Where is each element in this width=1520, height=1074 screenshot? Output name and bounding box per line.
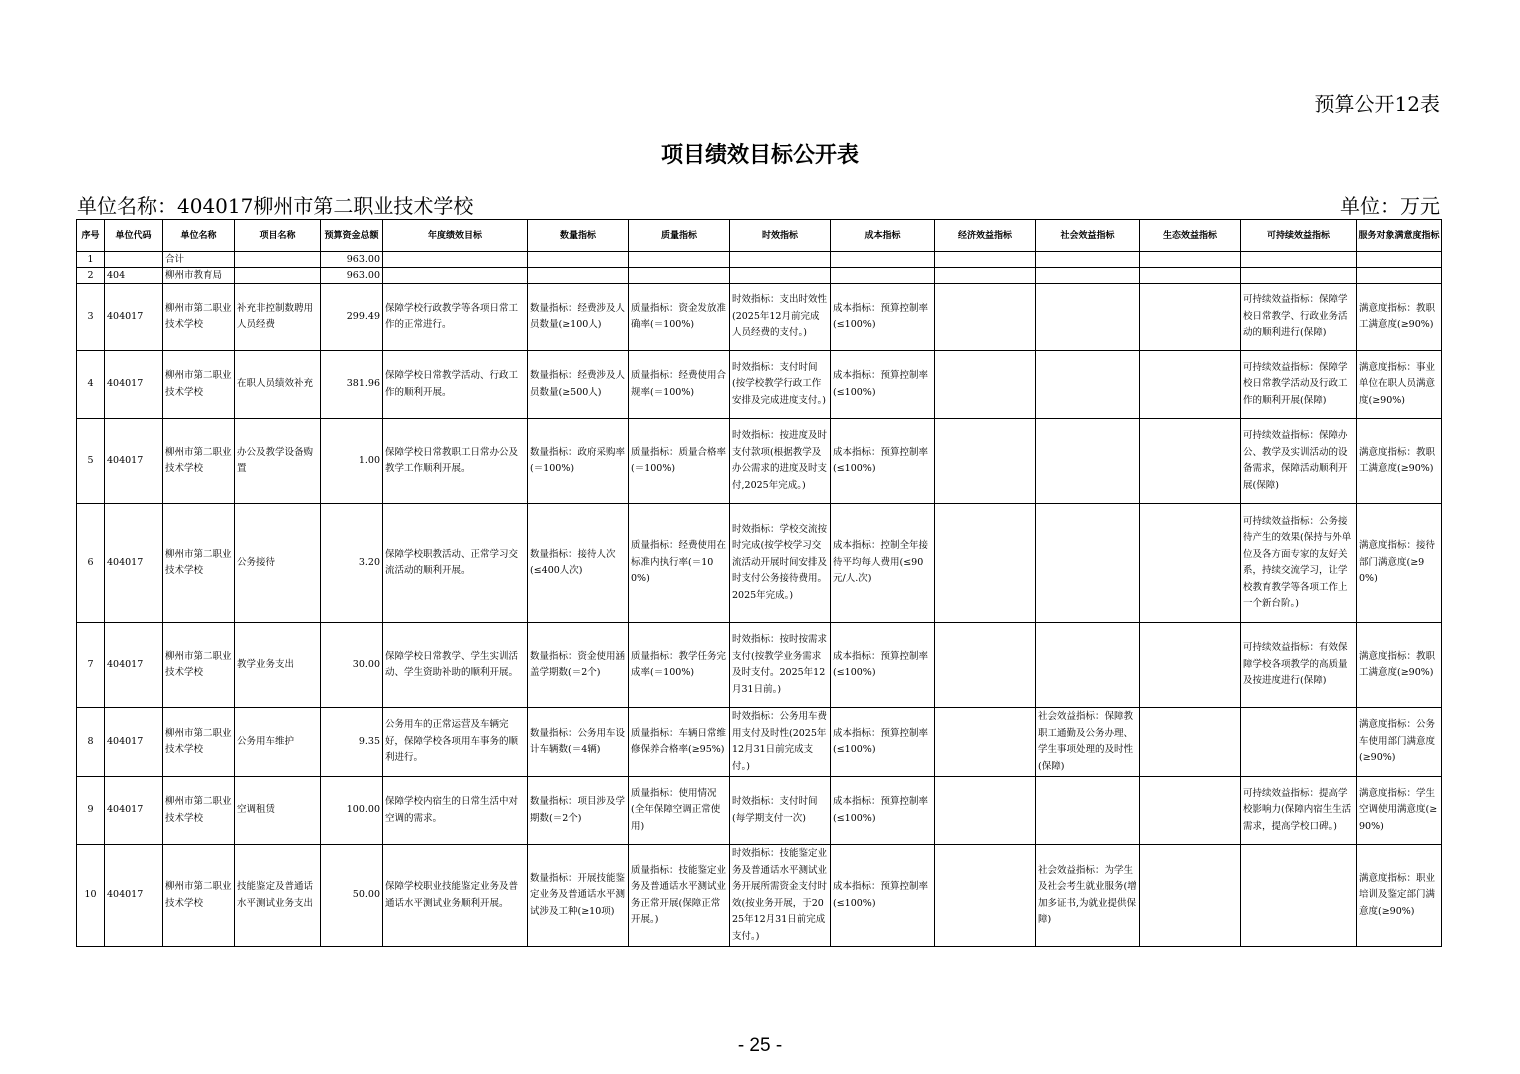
table-row (77, 252, 1442, 268)
column-header: 序号 (77, 220, 105, 252)
cell-quantity: 数量指标：接待人次(≤400人次) (528, 504, 629, 623)
cell-time (730, 268, 831, 284)
cell-sustainable: 可持续效益指标：保障办公、教学及实训活动的设备需求，保障活动顺利开展(保障) (1241, 419, 1357, 504)
table-row (77, 284, 1442, 351)
cell-satisfaction: 满意度指标：教职工满意度(≥90%) (1357, 623, 1442, 708)
cell-social: 社会效益指标：为学生及社会考生就业服务(增加多证书,为就业提供保障) (1036, 845, 1140, 947)
cell-sustainable: 可持续效益指标：提高学校影响力(保障内宿生生活需求，提高学校口碑。) (1241, 777, 1357, 845)
cell-sustainable: 可持续效益指标：保障学校日常教学、行政业务活动的顺利进行(保障) (1241, 284, 1357, 351)
cell-no: 8 (77, 708, 105, 777)
cell-goal (383, 268, 528, 284)
cell-no: 6 (77, 504, 105, 623)
cell-quality: 质量指标：经费使用合规率(＝100%) (629, 351, 730, 419)
cell-project: 技能鉴定及普通话水平测试业务支出 (235, 845, 321, 947)
cell-quality: 质量指标：经费使用在标准内执行率(＝100%) (629, 504, 730, 623)
cell-social (1036, 419, 1140, 504)
cell-cost (831, 252, 935, 268)
cell-unit: 柳州市第二职业技术学校 (163, 777, 235, 845)
column-header: 数量指标 (528, 220, 629, 252)
cell-cost: 成本指标：预算控制率(≤100%) (831, 623, 935, 708)
cell-social (1036, 284, 1140, 351)
cell-quality: 质量指标：车辆日常维修保养合格率(≥95%) (629, 708, 730, 777)
cell-sustainable: 可持续效益指标：公务接待产生的效果(保持与外单位及各方面专家的友好关系，持续交流学习，让学校教育教学等各项工作上一个新台阶。) (1241, 504, 1357, 623)
cell-no: 4 (77, 351, 105, 419)
cell-unit: 柳州市第二职业技术学校 (163, 845, 235, 947)
cell-quantity: 数量指标：资金使用涵盖学期数(＝2个) (528, 623, 629, 708)
unit-name: 单位名称：404017柳州市第二职业技术学校 (77, 194, 474, 218)
cell-satisfaction: 满意度指标：学生空调使用满意度(≥90%) (1357, 777, 1442, 845)
cell-sustainable: 可持续效益指标：有效保障学校各项教学的高质量及按进度进行(保障) (1241, 623, 1357, 708)
column-header: 预算资金总额 (321, 220, 383, 252)
cell-goal (383, 252, 528, 268)
cell-satisfaction: 满意度指标：职业培训及鉴定部门满意度(≥90%) (1357, 845, 1442, 947)
cell-time (730, 252, 831, 268)
cell-goal: 保障学校日常教职工日常办公及教学工作顺利开展。 (383, 419, 528, 504)
cell-ecological (1140, 252, 1241, 268)
column-header: 成本指标 (831, 220, 935, 252)
cell-satisfaction: 满意度指标：公务车使用部门满意度(≥90%) (1357, 708, 1442, 777)
table-row (77, 623, 1442, 708)
cell-goal: 公务用车的正常运营及车辆完好，保障学校各项用车事务的顺利进行。 (383, 708, 528, 777)
cell-quantity: 数量指标：政府采购率(＝100%) (528, 419, 629, 504)
cell-goal: 保障学校职教活动、正常学习交流活动的顺利开展。 (383, 504, 528, 623)
column-header: 年度绩效目标 (383, 220, 528, 252)
cell-economic (935, 504, 1036, 623)
cell-quality: 质量指标：技能鉴定业务及普通话水平测试业务正常开展(保障正常开展。) (629, 845, 730, 947)
cell-code (105, 252, 163, 268)
cell-project (235, 268, 321, 284)
column-header: 服务对象满意度指标 (1357, 220, 1442, 252)
cell-social (1036, 623, 1140, 708)
table-row (77, 419, 1442, 504)
cell-satisfaction: 满意度指标：教职工满意度(≥90%) (1357, 419, 1442, 504)
cell-no: 3 (77, 284, 105, 351)
cell-economic (935, 351, 1036, 419)
cell-economic (935, 623, 1036, 708)
cell-economic (935, 845, 1036, 947)
cell-project (235, 252, 321, 268)
cell-code: 404017 (105, 623, 163, 708)
cell-quality: 质量指标：资金发放准确率(＝100%) (629, 284, 730, 351)
cell-quantity: 数量指标：开展技能鉴定业务及普通话水平测试涉及工种(≥10项) (528, 845, 629, 947)
cell-goal: 保障学校内宿生的日常生活中对空调的需求。 (383, 777, 528, 845)
cell-social (1036, 777, 1140, 845)
column-header: 时效指标 (730, 220, 831, 252)
cell-quality (629, 252, 730, 268)
cell-unit: 柳州市第二职业技术学校 (163, 623, 235, 708)
cell-quantity: 数量指标：项目涉及学期数(＝2个) (528, 777, 629, 845)
cell-satisfaction (1357, 268, 1442, 284)
cell-goal: 保障学校职业技能鉴定业务及普通话水平测试业务顺利开展。 (383, 845, 528, 947)
cell-project: 公务接待 (235, 504, 321, 623)
cell-amount: 50.00 (321, 845, 383, 947)
cell-code: 404017 (105, 504, 163, 623)
cell-ecological (1140, 284, 1241, 351)
cell-cost: 成本指标：预算控制率(≤100%) (831, 419, 935, 504)
cell-unit: 柳州市第二职业技术学校 (163, 284, 235, 351)
cell-time: 时效指标：支付时间(按学校教学行政工作安排及完成进度支付。) (730, 351, 831, 419)
cell-ecological (1140, 708, 1241, 777)
cell-satisfaction: 满意度指标：事业单位在职人员满意度(≥90%) (1357, 351, 1442, 419)
cell-satisfaction: 满意度指标：教职工满意度(≥90%) (1357, 284, 1442, 351)
cell-quantity: 数量指标：经费涉及人员数量(≥100人) (528, 284, 629, 351)
cell-project: 空调租赁 (235, 777, 321, 845)
currency-unit: 单位：万元 (1340, 194, 1440, 218)
cell-amount: 1.00 (321, 419, 383, 504)
cell-social (1036, 268, 1140, 284)
page-number: - 25 - (737, 1035, 783, 1056)
cell-goal: 保障学校日常教学、学生实训活动、学生资助补助的顺利开展。 (383, 623, 528, 708)
cell-ecological (1140, 623, 1241, 708)
table-row (77, 268, 1442, 284)
cell-quality: 质量指标：使用情况(全年保障空调正常使用) (629, 777, 730, 845)
cell-ecological (1140, 504, 1241, 623)
cell-quantity: 数量指标：公务用车设计车辆数(＝4辆) (528, 708, 629, 777)
cell-unit: 柳州市第二职业技术学校 (163, 419, 235, 504)
cell-cost: 成本指标：预算控制率(≤100%) (831, 845, 935, 947)
cell-cost: 成本指标：控制全年接待平均每人费用(≤90元/人.次) (831, 504, 935, 623)
cell-economic (935, 284, 1036, 351)
cell-sustainable (1241, 845, 1357, 947)
cell-code: 404017 (105, 708, 163, 777)
cell-amount: 30.00 (321, 623, 383, 708)
cell-no: 7 (77, 623, 105, 708)
cell-cost: 成本指标：预算控制率(≤100%) (831, 284, 935, 351)
cell-ecological (1140, 419, 1241, 504)
cell-ecological (1140, 845, 1241, 947)
cell-unit: 柳州市第二职业技术学校 (163, 708, 235, 777)
cell-cost: 成本指标：预算控制率(≤100%) (831, 777, 935, 845)
cell-social (1036, 351, 1140, 419)
cell-unit: 柳州市第二职业技术学校 (163, 504, 235, 623)
column-header: 单位名称 (163, 220, 235, 252)
cell-code: 404017 (105, 845, 163, 947)
cell-amount: 963.00 (321, 268, 383, 284)
cell-sustainable: 可持续效益指标：保障学校日常教学活动及行政工作的顺利开展(保障) (1241, 351, 1357, 419)
cell-economic (935, 777, 1036, 845)
cell-quantity (528, 268, 629, 284)
cell-amount: 3.20 (321, 504, 383, 623)
cell-economic (935, 419, 1036, 504)
cell-no: 5 (77, 419, 105, 504)
table-row (77, 504, 1442, 623)
table-row (77, 351, 1442, 419)
performance-table (76, 219, 1442, 947)
cell-quantity: 数量指标：经费涉及人员数量(≥500人) (528, 351, 629, 419)
page-title: 项目绩效目标公开表 (660, 143, 859, 168)
cell-code: 404 (105, 268, 163, 284)
cell-project: 教学业务支出 (235, 623, 321, 708)
cell-amount: 299.49 (321, 284, 383, 351)
cell-social: 社会效益指标：保障教职工通勤及公务办理、学生事项处理的及时性(保障) (1036, 708, 1140, 777)
table-row (77, 845, 1442, 947)
cell-sustainable (1241, 708, 1357, 777)
cell-satisfaction (1357, 252, 1442, 268)
cell-time: 时效指标：按进度及时支付款项(根据教学及办公需求的进度及时支付,2025年完成。) (730, 419, 831, 504)
cell-quantity (528, 252, 629, 268)
table-number: 预算公开12表 (1314, 92, 1440, 116)
cell-goal: 保障学校行政教学等各项日常工作的正常进行。 (383, 284, 528, 351)
cell-ecological (1140, 777, 1241, 845)
cell-cost: 成本指标：预算控制率(≤100%) (831, 351, 935, 419)
cell-social (1036, 504, 1140, 623)
cell-satisfaction: 满意度指标：接待部门满意度(≥90%) (1357, 504, 1442, 623)
column-header: 可持续效益指标 (1241, 220, 1357, 252)
column-header: 社会效益指标 (1036, 220, 1140, 252)
cell-no: 2 (77, 268, 105, 284)
cell-goal: 保障学校日常教学活动、行政工作的顺利开展。 (383, 351, 528, 419)
cell-time: 时效指标：公务用车费用支付及时性(2025年12月31日前完成支付。) (730, 708, 831, 777)
cell-cost: 成本指标：预算控制率(≤100%) (831, 708, 935, 777)
cell-amount: 381.96 (321, 351, 383, 419)
cell-unit: 合计 (163, 252, 235, 268)
table-header-row (77, 220, 1442, 252)
cell-economic (935, 708, 1036, 777)
cell-time: 时效指标：支付时间(每学期支付一次) (730, 777, 831, 845)
column-header: 经济效益指标 (935, 220, 1036, 252)
cell-quality: 质量指标：教学任务完成率(＝100%) (629, 623, 730, 708)
cell-sustainable (1241, 252, 1357, 268)
cell-amount: 100.00 (321, 777, 383, 845)
cell-amount: 9.35 (321, 708, 383, 777)
cell-project: 公务用车维护 (235, 708, 321, 777)
cell-code: 404017 (105, 777, 163, 845)
cell-project: 补充非控制数聘用人员经费 (235, 284, 321, 351)
table-row (77, 777, 1442, 845)
cell-amount: 963.00 (321, 252, 383, 268)
cell-ecological (1140, 351, 1241, 419)
cell-cost (831, 268, 935, 284)
cell-sustainable (1241, 268, 1357, 284)
cell-unit: 柳州市教育局 (163, 268, 235, 284)
cell-economic (935, 268, 1036, 284)
cell-time: 时效指标：支出时效性(2025年12月前完成人员经费的支付。) (730, 284, 831, 351)
column-header: 项目名称 (235, 220, 321, 252)
cell-unit: 柳州市第二职业技术学校 (163, 351, 235, 419)
cell-project: 在职人员绩效补充 (235, 351, 321, 419)
cell-no: 1 (77, 252, 105, 268)
cell-project: 办公及教学设备购置 (235, 419, 321, 504)
cell-time: 时效指标：学校交流按时完成(按学校学习交流活动开展时间安排及时支付公务接待费用。2025年完成。) (730, 504, 831, 623)
table-row (77, 708, 1442, 777)
cell-ecological (1140, 268, 1241, 284)
cell-economic (935, 252, 1036, 268)
column-header: 生态效益指标 (1140, 220, 1241, 252)
cell-no: 9 (77, 777, 105, 845)
cell-quality (629, 268, 730, 284)
cell-code: 404017 (105, 351, 163, 419)
cell-time: 时效指标：技能鉴定业务及普通话水平测试业务开展所需资金支付时效(按业务开展，于2025年12月31日前完成支付。) (730, 845, 831, 947)
cell-code: 404017 (105, 419, 163, 504)
cell-no: 10 (77, 845, 105, 947)
column-header: 单位代码 (105, 220, 163, 252)
cell-time: 时效指标：按时按需求支付(按教学业务需求及时支付。2025年12月31日前。) (730, 623, 831, 708)
cell-social (1036, 252, 1140, 268)
column-header: 质量指标 (629, 220, 730, 252)
cell-quality: 质量指标：质量合格率(＝100%) (629, 419, 730, 504)
cell-code: 404017 (105, 284, 163, 351)
